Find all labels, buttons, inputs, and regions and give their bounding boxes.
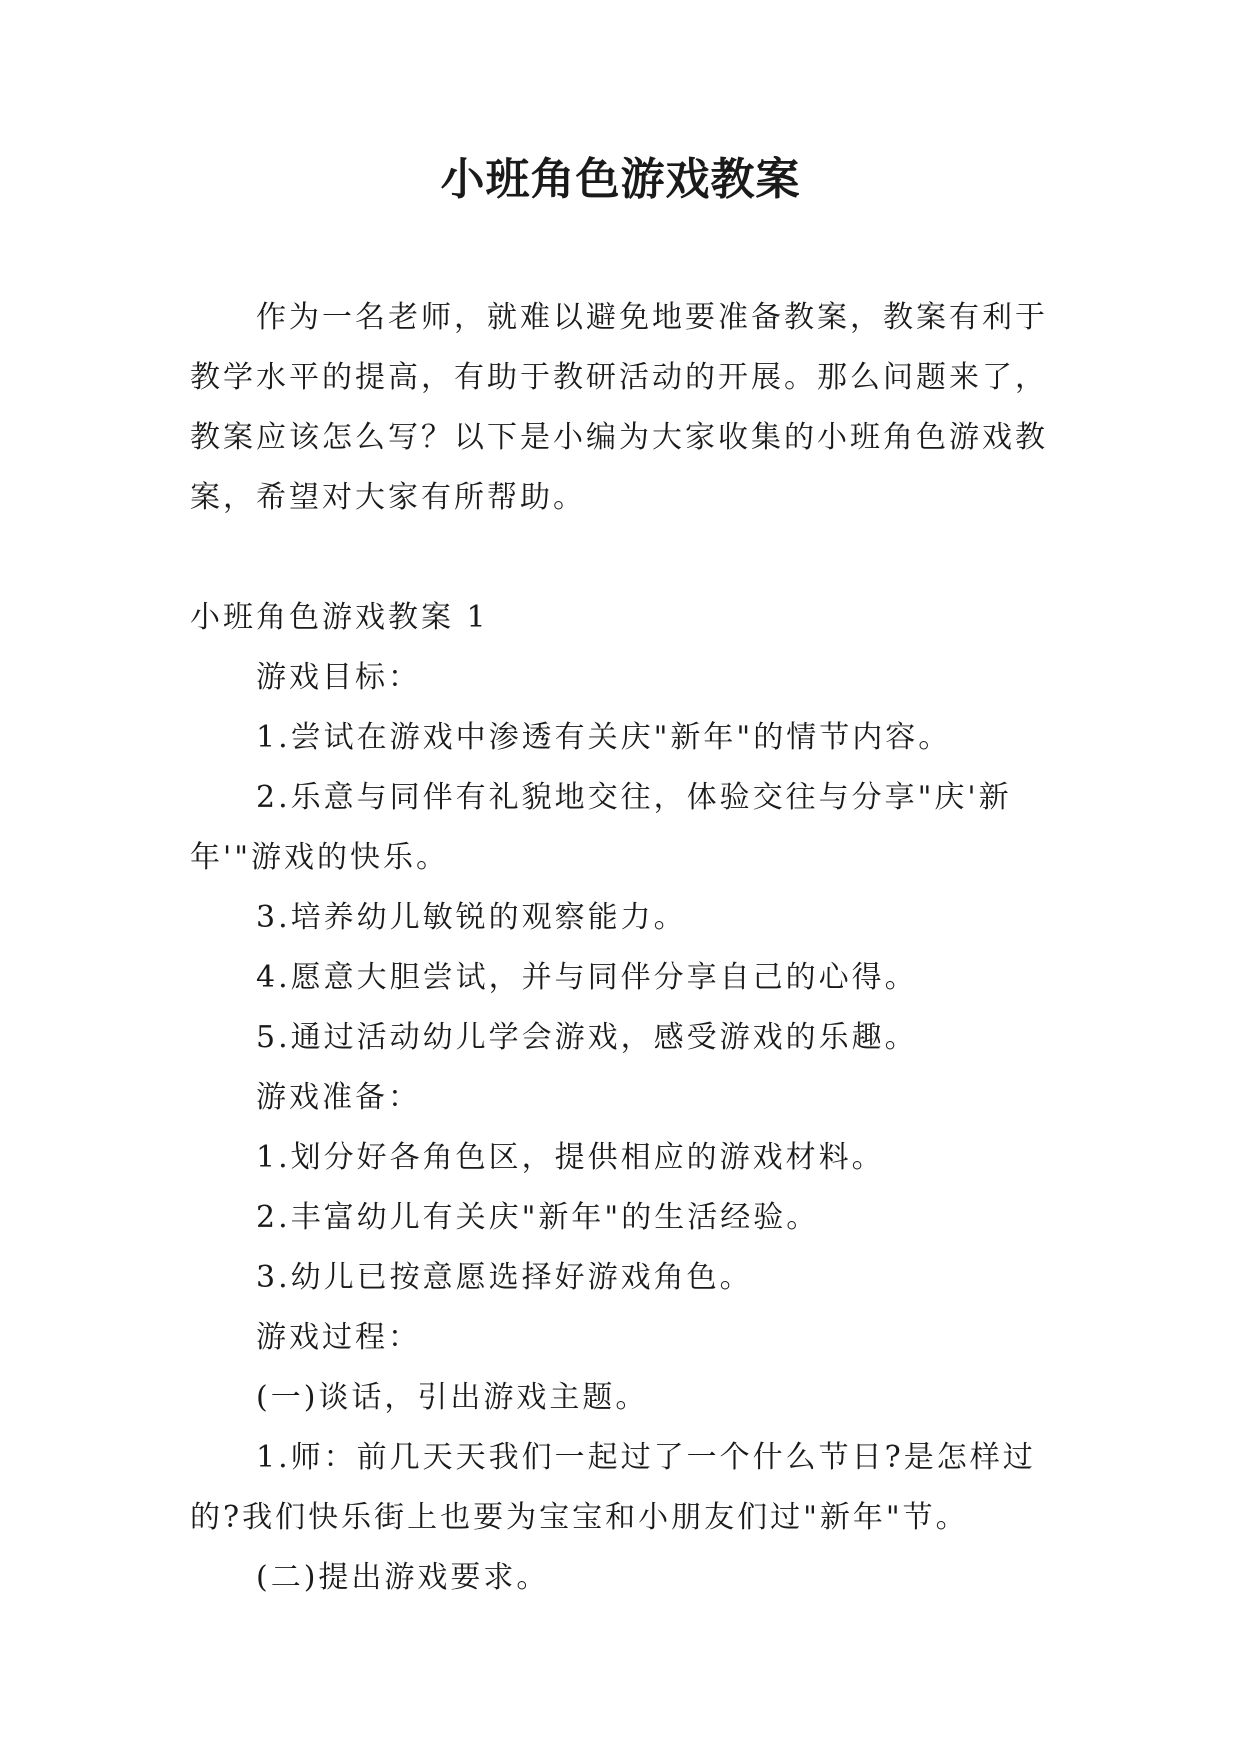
paragraph-prep-2: 2.丰富幼儿有关庆"新年"的生活经验。 — [256, 1200, 820, 1235]
paragraph-prep-heading: 游戏准备： — [256, 1080, 421, 1115]
paragraph-goal-3: 3.培养幼儿敏锐的观察能力。 — [256, 900, 687, 935]
paragraph-prep-1: 1.划分好各角色区，提供相应的游戏材料。 — [256, 1140, 885, 1175]
paragraph-goal-4: 4.愿意大胆尝试，并与同伴分享自己的心得。 — [256, 960, 918, 995]
section-heading: 小班角色游戏教案 1 — [190, 600, 489, 635]
paragraph-goal-5: 5.通过活动幼儿学会游戏，感受游戏的乐趣。 — [256, 1020, 918, 1055]
paragraph-prep-3: 3.幼儿已按意愿选择好游戏角色。 — [256, 1260, 753, 1295]
paragraph-goal-2: 2.乐意与同伴有礼貌地交往，体验交往与分享"庆'新年'"游戏的快乐。 — [190, 780, 1012, 875]
spacer — [190, 528, 1060, 588]
document-body — [190, 288, 1060, 1608]
paragraph-process-1: (一)谈话，引出游戏主题。 — [256, 1380, 649, 1415]
paragraph-goal-heading: 游戏目标： — [256, 660, 421, 695]
document-title: 小班角色游戏教案 — [440, 154, 801, 205]
paragraph-process-3: (二)提出游戏要求。 — [256, 1560, 550, 1595]
paragraph-process-2: 1.师：前几天天我们一起过了一个什么节日?是怎样过的?我们快乐街上也要为宝宝和小朋友们过"新年"节。 — [190, 1440, 1036, 1535]
paragraph-process-heading: 游戏过程： — [256, 1320, 421, 1355]
paragraph-goal-1: 1.尝试在游戏中渗透有关庆"新年"的情节内容。 — [256, 720, 952, 755]
intro-paragraph: 作为一名老师，就难以避免地要准备教案，教案有利于教学水平的提高，有助于教研活动的开展。那么问题来了，教案应该怎么写？以下是小编为大家收集的小班角色游戏教案，希望对大家有所帮助。 — [190, 300, 1048, 515]
